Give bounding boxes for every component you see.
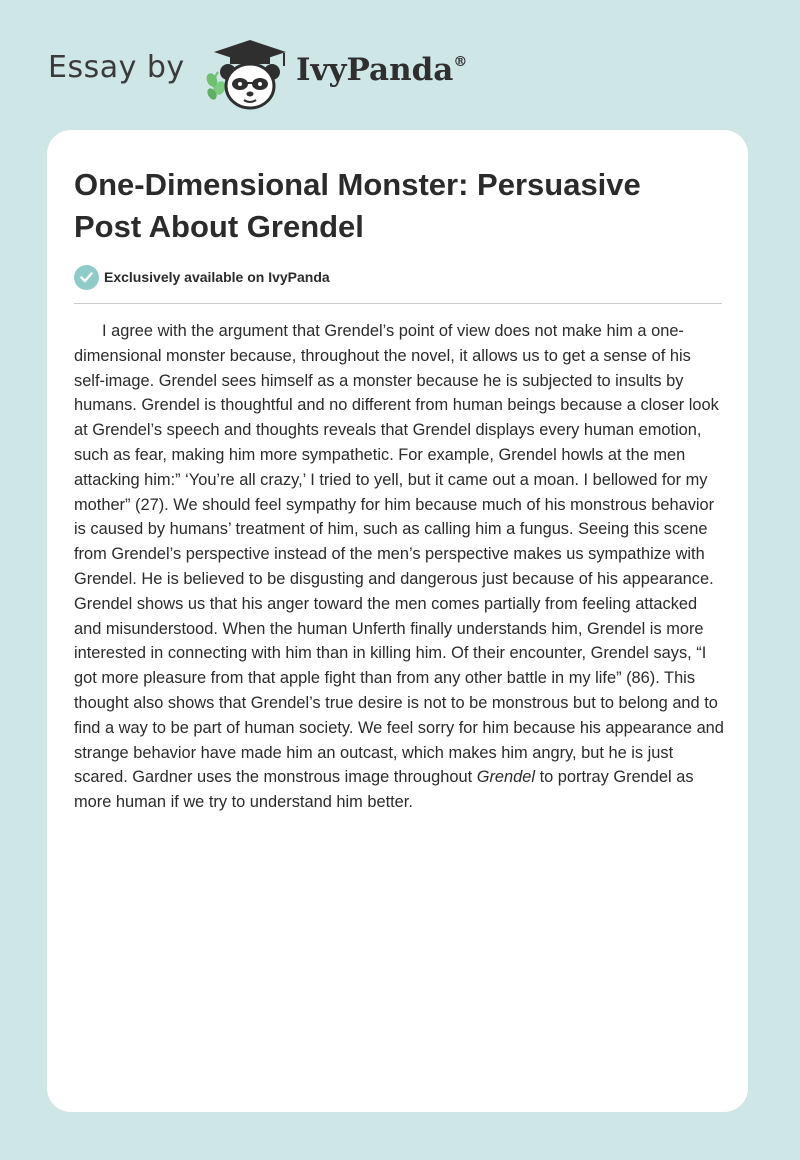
book-title-italic: Grendel [476,768,536,787]
brand-name-text: IvyPanda [296,52,454,88]
divider [74,303,722,304]
essay-card [47,130,748,1112]
page-title: One-Dimensional Monster: Persuasive Post About Grendel [74,167,641,244]
panda-graduation-cap-icon[interactable] [200,36,290,110]
essay-by-label: Essay by [48,50,185,85]
exclusive-badge [74,264,330,290]
brand-name[interactable] [296,52,467,88]
paragraph-text-part-1: I agree with the argument that Grendel’s point of view does not make him a one-dimensional monster because, throughout the novel, it allows us to get a sense of his self-image. Grendel sees himself as a monster because he is subjected to insults by humans. Grendel is thoughtful and no different from human beings because a closer look at Grendel’s speech and thoughts reveals that Grendel displays every human emotion, such as fear, making him more sympathetic. For example, Grendel howls at the men attacking him:” ‘You’re all crazy,’ I tried to yell, but it came out a moan. I bellowed for my mother” (27). We should feel sympathy for him because much of his monstrous behavior is caused by humans’ treatment of him, such as calling him a fungus. Seeing this scene from Grendel’s perspective instead of the men’s perspective makes us sympathize with Grendel. He is believed to be disgusting and dangerous just because of his appearance. Grendel shows us that his anger toward the men comes partially from feeling attacked and misunderstood. When the human Unferth finally understands him, Grendel is more interested in connecting with him than in killing him. Of their encounter, Grendel says, “I got more pleasure from that apple fight than from any other battle in my life” (86). This thought also shows that Grendel’s true desire is not to be monstrous but to belong and to find a way to be part of human society. We feel sorry for him because his appearance and strange behavior have made him an outcast, which makes him angry, but he is just scared. Gardner uses the monstrous image throughout [74,322,724,787]
registered-mark: ® [453,54,468,70]
essay-paragraph [74,319,724,815]
paragraph-text-part-2: to portray Grendel as more human if we try to understand him better. [74,768,694,812]
exclusive-badge-text: Exclusively available on IvyPanda [104,269,330,285]
site-header [0,0,800,130]
check-icon [74,265,99,290]
